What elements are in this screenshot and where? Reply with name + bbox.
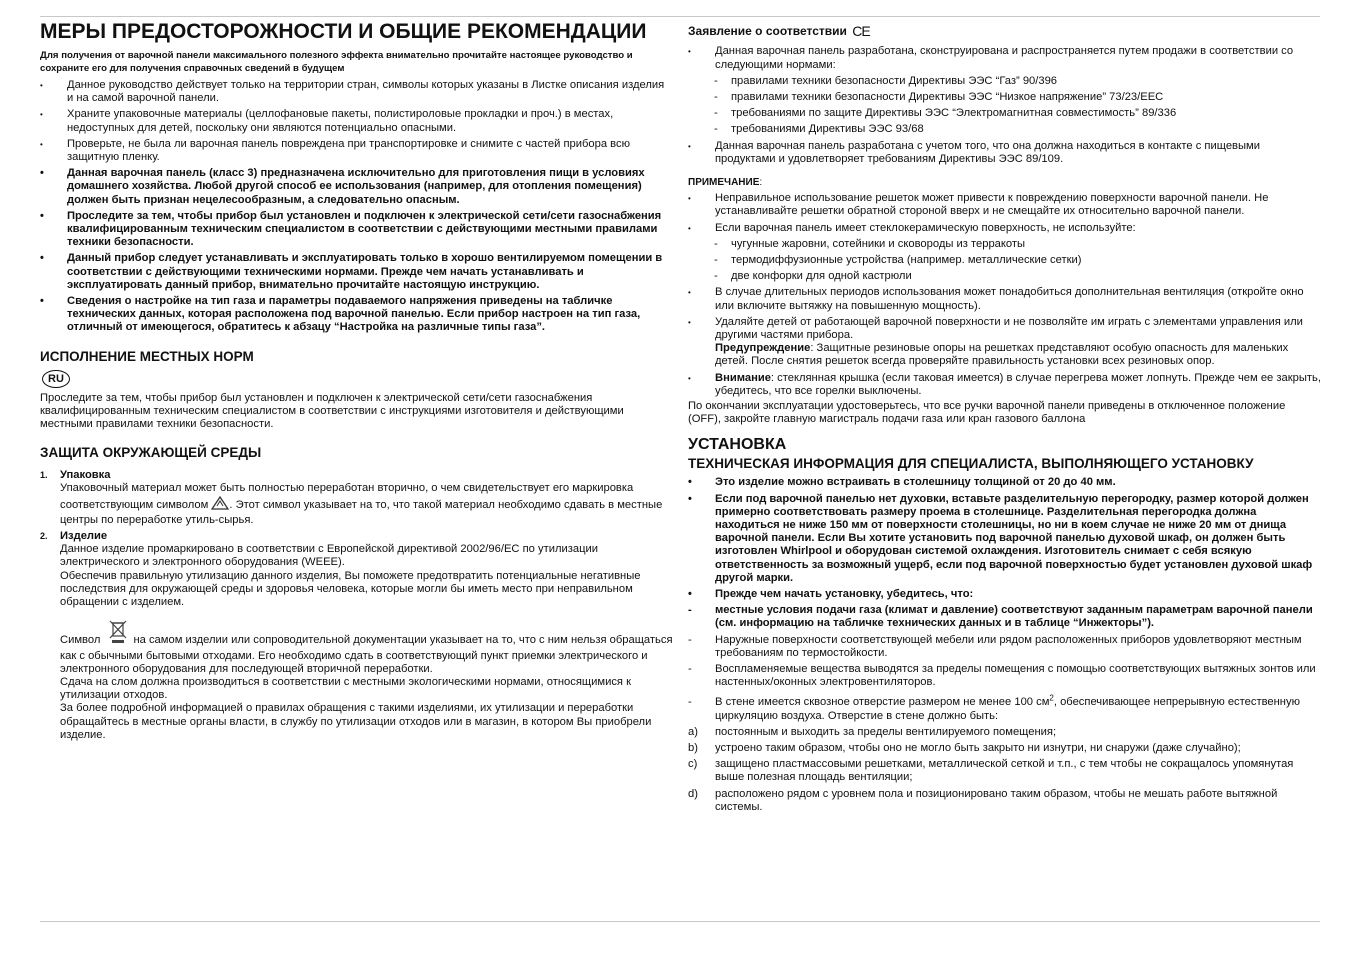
product-text-3: Символ на самом изделии или сопроводительной документации указывает на то, что с ним нельзя обращаться как с обычными бытовыми отходами. Его необходимо сдать в соответствующий пункт приемки электрического и электронного оборудования для последующей вторичной переработки. [60,619,673,676]
packaging-title: Упаковка [60,469,111,482]
list-item: • Данная варочная панель разработана с учетом того, что она должна находиться в контакте с пищевыми продуктами и удовлетворяет требованиям Директивы ЭЭС 89/109. [688,140,1321,166]
list-item: - термодиффузионные устройства (например. металлические сетки) [688,254,1321,267]
list-item: • Удаляйте детей от работающей варочной поверхности и не позволяйте им играть с элементами управления или другими частями прибора. Предупреждение: Защитные резиновые опоры на решетках представляют особую опасность для маленьких детей. После снятия решеток всегда проверяйте правильность установки всех резиновых опор. [688,316,1321,369]
left-column [40,20,673,742]
list-item: d) расположено рядом с уровнем пола и позиционировано таким образом, чтобы не мешать работе вытяжной системы. [688,787,1278,813]
list-item: - Воспламеняемые вещества выводятся за пределы помещения с помощью соответствующих вытяжных зонтов или настенных/оконных электровентиляторов. [688,663,1316,689]
list-item: • Данная варочная панель (класс 3) предназначена исключительно для приготовления пищи в условиях домашнего хозяйства. Любой другой способ ее использования (например, для отопления помещения) должен быть признан нецелесообразным, а следовательно опасным. [40,167,673,207]
installation-heading: УСТАНОВКА [688,436,787,454]
product-text-4: Сдача на слом должна производиться в соответствии с местными экологическими нормами, относящимися к утилизации отходов. [60,675,631,702]
crossed-bin-icon [107,619,129,649]
conformity-heading: Заявление о соответствии CE [688,23,870,40]
list-item: - требованиями Директивы ЭЭС 93/68 [688,123,1321,136]
list-item: c) защищено пластмассовыми решетками, металлической сеткой и т.п., с тем чтобы не сокращалось упомянутая выше полезная площадь вентиляции; [688,758,1294,784]
packaging-text: Упаковочный материал может быть полностью переработан вторично, о чем свидетельствует его маркировка соответствующим символом . Этот символ указывает на то, что такой материал необходимо сдавать в местные центры по переработке утиль-сырья. [60,482,663,526]
local-norms-heading: ИСПОЛНЕНИЕ МЕСТНЫХ НОРМ [40,348,254,364]
bottom-rule [40,921,1320,922]
list-item: - правилами техники безопасности Директивы ЭЭС “Низкое напряжение” 73/23/EEC [688,91,1321,104]
list-item: - две конфорки для одной кастрюли [688,270,1321,283]
directives-list [688,75,1321,137]
list-item: • Данное руководство действует только на территории стран, символы которых указаны в Листке описания изделия и на самой варочной панели. [40,79,673,105]
list-item: • Если под варочной панелью нет духовки, вставьте разделительную перегородку, размер которой должен примерно соответствовать размеру проема в столешнице. Разделительная перегородка должна находиться не ниже 150 мм от поверхности столешницы, но ни в коем случае не ниже 20 мм от днища варочной панели. Если Вы хотите установить под варочной панелью духовой шкаф, он должен быть изготовлен Whirlpool и оборудован системой охлаждения. Изготовитель снимает с себя всякую ответственность за возможный ущерб, если под варочной поверхностью будет установлен духовой шкаф другой марки. [688,493,1321,585]
product-text-1: Данное изделие промаркировано в соответствии с Европейской директивой 2002/96/EC по утилизации электрического и электронного оборудования (WEEE). [60,543,598,569]
list-item: • Это изделие можно встраивать в столешницу толщиной от 20 до 40 мм. [688,476,1321,489]
list-item: - требованиями по защите Директивы ЭЭС “Электромагнитная совместимость” 89/336 [688,107,1321,120]
note-heading: ПРИМЕЧАНИЕ: [688,176,763,188]
packaging-item [40,469,673,527]
lead-text: Для получения от варочной панели максимального полезного эффекта внимательно прочитайте настоящее руководство и сохраните его для получения справочных сведений в будущем [40,50,633,74]
list-item: • Данный прибор следует устанавливать и эксплуатировать только в хорошо вентилируемом помещении в соответствии с действующими техническими нормами. Прежде чем начать устанавливать и эксплуатировать данный прибор, внимательно прочитайте настоящую инструкцию. [40,252,673,292]
page-title: МЕРЫ ПРЕДОСТОРОЖНОСТИ И ОБЩИЕ РЕКОМЕНДАЦИИ [40,20,647,43]
item-number: 2. [40,531,48,542]
list-item: - местные условия подачи газа (климат и давление) соответствуют заданным параметрам варочной панели (см. информацию на табличке технических данных и в таблице “Инжекторы”). [688,604,1313,630]
list-item: • Неправильное использование решеток может привести к повреждению поверхности варочной панели. Не устанавливайте решетки обратной стороной вверх и не смещайте их относительно варочной панели. [688,192,1321,218]
note-list-2 [688,286,1321,398]
conformity-list-2 [688,140,1321,166]
note-dash-list [688,238,1321,284]
conformity-list [688,45,1321,71]
recycle-triangle-icon [211,496,229,514]
ce-mark-icon: CE [852,23,870,40]
note-list [688,192,1321,235]
list-item: • Данная варочная панель разработана, сконструирована и распространяется путем продажи в соответствии со следующими нормами: [688,45,1321,71]
list-item: • Если варочная панель имеет стеклокерамическую поверхность, не используйте: [688,222,1321,235]
list-item: • Проверьте, не была ли варочная панель повреждена при транспортировке и снимите с частей прибора всю защитную пленку. [40,138,673,164]
installation-dash-list [688,604,1321,814]
list-item: - Наружные поверхности соответствующей мебели или рядом расположенных приборов удовлетворяют местным требованиям по термостойкости. [688,633,1302,659]
product-text-5: За более подробной информацией о правилах обращения с такими изделиями, их утилизации и переработки обращайтесь в местные органы власти, в службу по утилизации отходов или в магазин, в котором Вы приобрели изделие. [60,702,652,741]
right-column [688,20,1321,817]
list-item: • Проследите за тем, чтобы прибор был установлен и подключен к электрической сети/сети газоснабжения квалифицированным техническим специалистом в соответствии с действующими местными правилами техники безопасности. [40,210,673,250]
list-item: - чугунные жаровни, сотейники и сковороды из терракоты [688,238,1321,251]
list-item: • В случае длительных периодов использования может понадобиться дополнительная вентиляция (откройте окно или включите вытяжку на повышенную мощность). [688,286,1321,312]
ru-country-badge: RU [42,370,70,388]
general-bullets [40,79,673,335]
product-item [40,530,673,742]
local-norms-text: Проследите за тем, чтобы прибор был установлен и подключен к электрической сети/сети газоснабжения квалифицированным техническим специалистом в соответствии с инструкциями изготовителя и действующими местными правилами техники безопасности. [40,391,624,431]
list-item: • Храните упаковочные материалы (целлофановые пакеты, полистироловые прокладки и проч.) в местах, недоступных для детей, поскольку они являются потенциально опасными. [40,108,673,134]
list-item: - правилами техники безопасности Директивы ЭЭС “Газ” 90/396 [688,75,1321,88]
list-item: b) устроено таким образом, чтобы оно не могло быть закрыто ни изнутри, ни снаружи (даже случайно); [688,742,1241,755]
list-item: • Прежде чем начать установку, убедитесь, что: [688,588,1321,601]
installation-list [688,476,1321,601]
tech-info-heading: ТЕХНИЧЕСКАЯ ИНФОРМАЦИЯ ДЛЯ СПЕЦИАЛИСТА, ВЫПОЛНЯЮЩЕГО УСТАНОВКУ [688,456,1254,472]
item-number: 1. [40,470,48,481]
environment-heading: ЗАЩИТА ОКРУЖАЮЩЕЙ СРЕДЫ [40,445,262,461]
product-text-2: Обеспечив правильную утилизацию данного изделия, Вы поможете предотвратить потенциальные негативные последствия для окружающей среды и здоровья человека, которые могли бы иметь место при неправильном обращении с изделием. [60,569,641,609]
product-title: Изделие [60,530,108,543]
list-item: a) постоянным и выходить за пределы вентилируемого помещения; [688,725,1057,738]
end-of-use-text: По окончании эксплуатации удостоверьтесь, что все ручки варочной панели приведены в отключенное положение (OFF), закройте главную магистраль подачи газа или кран газового баллона [688,400,1286,426]
top-rule [40,16,1320,17]
list-item: - В стене имеется сквозное отверстие размером не менее 100 $см^2$, обеспечивающее непрерывную естественную циркуляцию воздуха. Отверстие в стене должно быть: [688,693,1300,722]
list-item: • Сведения о настройке на тип газа и параметры подаваемого напряжения приведены на табличке технических данных, которая расположена под варочной панелью. Если прибор настроен на тип газа, отличный от имеющегося, обратитесь к абзацу “Настройка на различные типы газа”. [40,295,673,335]
list-item: • Внимание: стеклянная крышка (если таковая имеется) в случае перегрева может лопнуть. Прежде чем ее закрыть, убедитесь, что все горелки выключены. [688,372,1321,398]
